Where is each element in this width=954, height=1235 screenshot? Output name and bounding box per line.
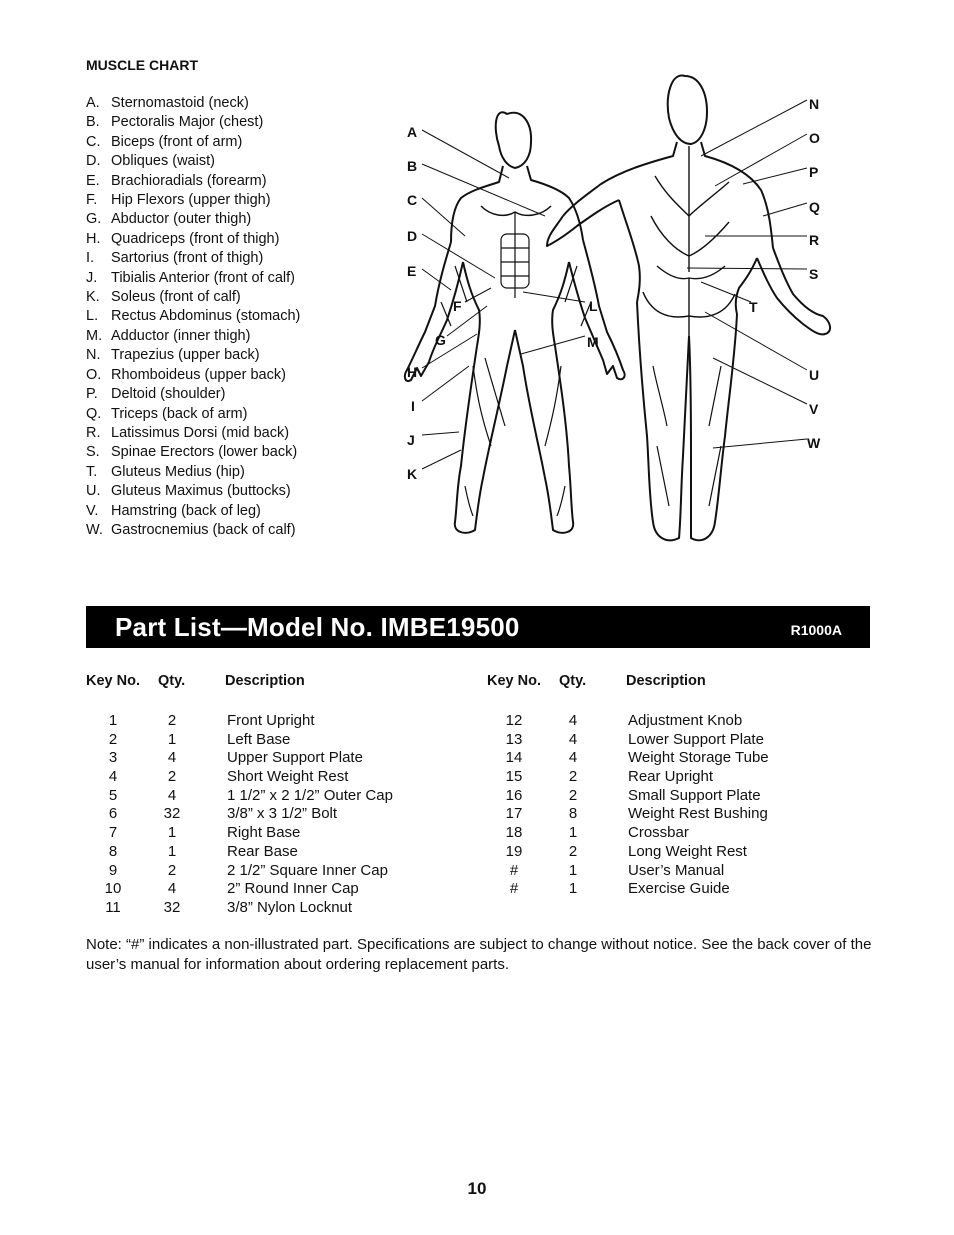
part-qty: 1 [167,730,177,748]
muscle-letter: C. [86,133,101,150]
part-row [492,824,872,843]
muscle-letter: H. [86,230,101,247]
muscle-name: Abductor (outer thigh) [111,211,252,228]
figure-label: J [407,432,415,448]
part-description: Adjustment Knob [628,712,743,729]
part-description: Left Base [227,730,291,748]
figure-label: F [453,298,462,314]
part-key: 11 [105,898,121,916]
muscle-list-item [86,424,300,443]
part-key: 10 [104,880,122,898]
header-qty-left: Qty. [158,673,186,689]
muscle-list-item [86,346,300,365]
part-key: 1 [108,712,118,729]
figure-label: V [809,401,819,417]
part-row [492,805,872,824]
muscle-letter: I. [86,250,95,267]
muscle-list-item [86,327,300,346]
part-key: # [509,880,519,898]
muscle-list-item [86,210,300,229]
muscle-name: Hip Flexors (upper thigh) [111,192,271,209]
muscle-letter: Q. [86,405,102,422]
part-qty: 1 [167,824,177,842]
figure-label: L [589,298,598,314]
part-row [91,787,471,806]
part-description: Rear Upright [628,768,714,786]
muscle-name: Adductor (inner thigh) [111,327,251,344]
figure-label: B [407,158,418,174]
part-row [91,731,471,750]
part-key: 8 [108,842,118,860]
muscle-list-item [86,366,300,385]
muscle-list-item [86,385,300,404]
part-list-banner [86,606,870,648]
figure-label: R [809,232,820,248]
part-qty: 8 [568,805,578,823]
figure-label: H [407,364,418,380]
part-qty: 32 [163,805,181,823]
part-qty: 4 [167,786,177,804]
part-list-code: R1000A [790,622,842,638]
part-description: User’s Manual [628,861,725,879]
header-description-left: Description [225,673,305,689]
part-description: Lower Support Plate [628,730,764,748]
muscle-letter: R. [86,424,101,441]
part-row [492,749,872,768]
muscle-name: Sartorius (front of thigh) [111,250,264,267]
muscle-list-item [86,113,300,132]
part-qty: 32 [163,898,181,916]
figure-label: D [407,228,418,244]
part-row [91,880,471,899]
muscle-name: Sternomastoid (neck) [111,95,249,111]
part-qty: 4 [167,749,177,767]
part-list-note: Note: “#” indicates a non-illustrated part. Specifications are subject to change without notice. See the back cover of the user’s manual for information about ordering replacement parts. [86,936,872,973]
muscle-figure-illustration [395,66,855,548]
muscle-list-item [86,249,300,268]
muscle-name: Trapezius (upper back) [111,347,260,364]
muscle-list-item [86,94,300,113]
part-description: Upper Support Plate [227,749,363,767]
part-description: 1 1/2” x 2 1/2” Outer Cap [227,786,393,804]
muscle-chart-title: MUSCLE CHART [86,57,198,73]
part-qty: 2 [167,712,177,729]
muscle-name: Soleus (front of calf) [111,289,241,306]
header-key-right: Key No. [487,673,541,689]
figure-label: A [407,124,418,140]
muscle-name: Rectus Abdominus (stomach) [111,308,301,325]
muscle-name: Spinae Erectors (lower back) [111,444,298,461]
part-row [492,768,872,787]
part-qty: 2 [568,786,578,804]
part-key: 18 [505,824,523,842]
muscle-name: Pectoralis Major (chest) [111,114,264,131]
muscle-name: Deltoid (shoulder) [111,386,226,403]
part-key: 14 [505,749,523,767]
page-number: 10 [467,1179,487,1198]
part-row [91,712,471,731]
muscle-letter: D. [86,153,101,170]
figure-label: O [809,130,820,146]
part-key: 13 [505,730,523,748]
part-description: 2 1/2” Square Inner Cap [227,861,388,879]
figure-label: I [411,398,415,414]
part-qty: 4 [568,749,578,767]
muscle-letter: K. [86,289,100,306]
muscle-list-item [86,269,300,288]
muscle-name: Gastrocnemius (back of calf) [111,521,296,538]
muscle-letter: O. [86,366,102,383]
figure-label: W [807,435,821,451]
part-qty: 1 [167,842,177,860]
part-description: Front Upright [227,712,315,729]
part-description: Exercise Guide [628,880,730,898]
part-qty: 2 [167,861,177,879]
part-description: 3/8” x 3 1/2” Bolt [227,805,338,823]
header-description-right: Description [626,673,706,689]
muscle-letter: A. [86,95,100,111]
part-row [492,880,872,899]
part-key: 6 [108,805,118,823]
muscle-letter: S. [86,444,100,461]
muscle-name: Rhomboideus (upper back) [111,366,286,383]
part-description: Small Support Plate [628,786,761,804]
figure-label: T [749,299,758,315]
figure-label: M [587,334,599,350]
figure-label: K [407,466,418,482]
part-key: 16 [505,786,523,804]
part-row [492,843,872,862]
part-qty: 1 [568,880,578,898]
part-description: Crossbar [628,824,689,842]
muscle-name: Tibialis Anterior (front of calf) [111,269,295,286]
muscle-name: Gluteus Medius (hip) [111,463,245,480]
part-row [492,862,872,881]
muscle-list-item [86,443,300,462]
front-figure [405,112,625,533]
muscle-list-item [86,230,300,249]
part-qty: 2 [568,768,578,786]
part-description: Long Weight Rest [628,842,747,860]
muscle-list-item [86,482,300,501]
part-qty: 2 [568,842,578,860]
muscle-list-item [86,463,300,482]
muscle-list [86,94,300,540]
muscle-letter: N. [86,347,101,364]
part-row [91,843,471,862]
muscle-list-item [86,133,300,152]
muscle-letter: L. [86,308,99,325]
muscle-list-item [86,521,300,540]
part-row [492,787,872,806]
muscle-letter: M. [86,327,103,344]
muscle-list-item [86,172,300,191]
part-row [91,899,471,918]
part-description: Rear Base [227,842,298,860]
part-qty: 4 [568,712,578,729]
header-qty-right: Qty. [559,673,587,689]
part-row [492,712,872,731]
part-row [91,862,471,881]
part-key: 5 [108,786,118,804]
part-qty: 4 [568,730,578,748]
figure-label: P [809,164,819,180]
muscle-letter: T. [86,463,98,480]
part-key: 9 [108,861,118,879]
part-row [91,749,471,768]
muscle-letter: B. [86,114,100,131]
part-description: 2” Round Inner Cap [227,880,359,898]
muscle-list-item [86,152,300,171]
part-row [91,824,471,843]
muscle-name: Gluteus Maximus (buttocks) [111,483,291,500]
muscle-letter: U. [86,483,101,500]
part-key: 7 [108,824,118,842]
part-qty: 4 [167,880,177,898]
figure-label: S [809,266,819,282]
muscle-name: Latissimus Dorsi (mid back) [111,424,290,441]
figure-label: C [407,192,418,208]
part-key: # [509,861,519,879]
part-qty: 1 [568,824,578,842]
part-list-title: Part List—Model No. IMBE19500 [115,611,520,642]
muscle-name: Hamstring (back of leg) [111,502,261,519]
parts-table-left [91,712,471,918]
figure-label: U [809,367,820,383]
part-description: Weight Rest Bushing [628,805,768,823]
muscle-list-item [86,405,300,424]
figure-label: E [407,263,417,279]
part-description: Short Weight Rest [227,768,349,786]
part-key: 3 [108,749,118,767]
muscle-list-item [86,307,300,326]
leader-lines [422,100,807,469]
part-key: 12 [505,712,523,729]
part-key: 17 [505,805,523,823]
part-key: 2 [108,730,118,748]
part-key: 19 [505,842,523,860]
figure-label: Q [809,199,820,215]
part-row [91,768,471,787]
muscle-list-item [86,502,300,521]
part-description: 3/8” Nylon Locknut [227,898,353,916]
part-description: Right Base [227,824,301,842]
part-qty: 1 [568,861,578,879]
header-key-left: Key No. [86,673,140,689]
muscle-list-item [86,191,300,210]
figure-label: N [809,96,820,112]
muscle-letter: P. [86,386,98,403]
muscle-name: Biceps (front of arm) [111,133,243,150]
part-row [492,731,872,750]
muscle-letter: E. [86,172,100,189]
muscle-letter: F. [86,192,98,209]
figure-labels [407,96,821,482]
muscle-name: Triceps (back of arm) [111,405,248,422]
muscle-letter: J. [86,269,98,286]
part-qty: 2 [167,768,177,786]
parts-table-right [492,712,872,899]
muscle-letter: W. [86,521,103,538]
part-row [91,805,471,824]
part-description: Weight Storage Tube [628,749,769,767]
muscle-name: Quadriceps (front of thigh) [111,230,280,247]
muscle-name: Brachioradials (forearm) [111,172,267,189]
muscle-letter: G. [86,211,102,228]
muscle-name: Obliques (waist) [111,153,215,170]
part-key: 4 [108,768,118,786]
muscle-list-item [86,288,300,307]
muscle-letter: V. [86,502,99,519]
part-key: 15 [505,768,523,786]
figure-label: G [435,332,446,348]
